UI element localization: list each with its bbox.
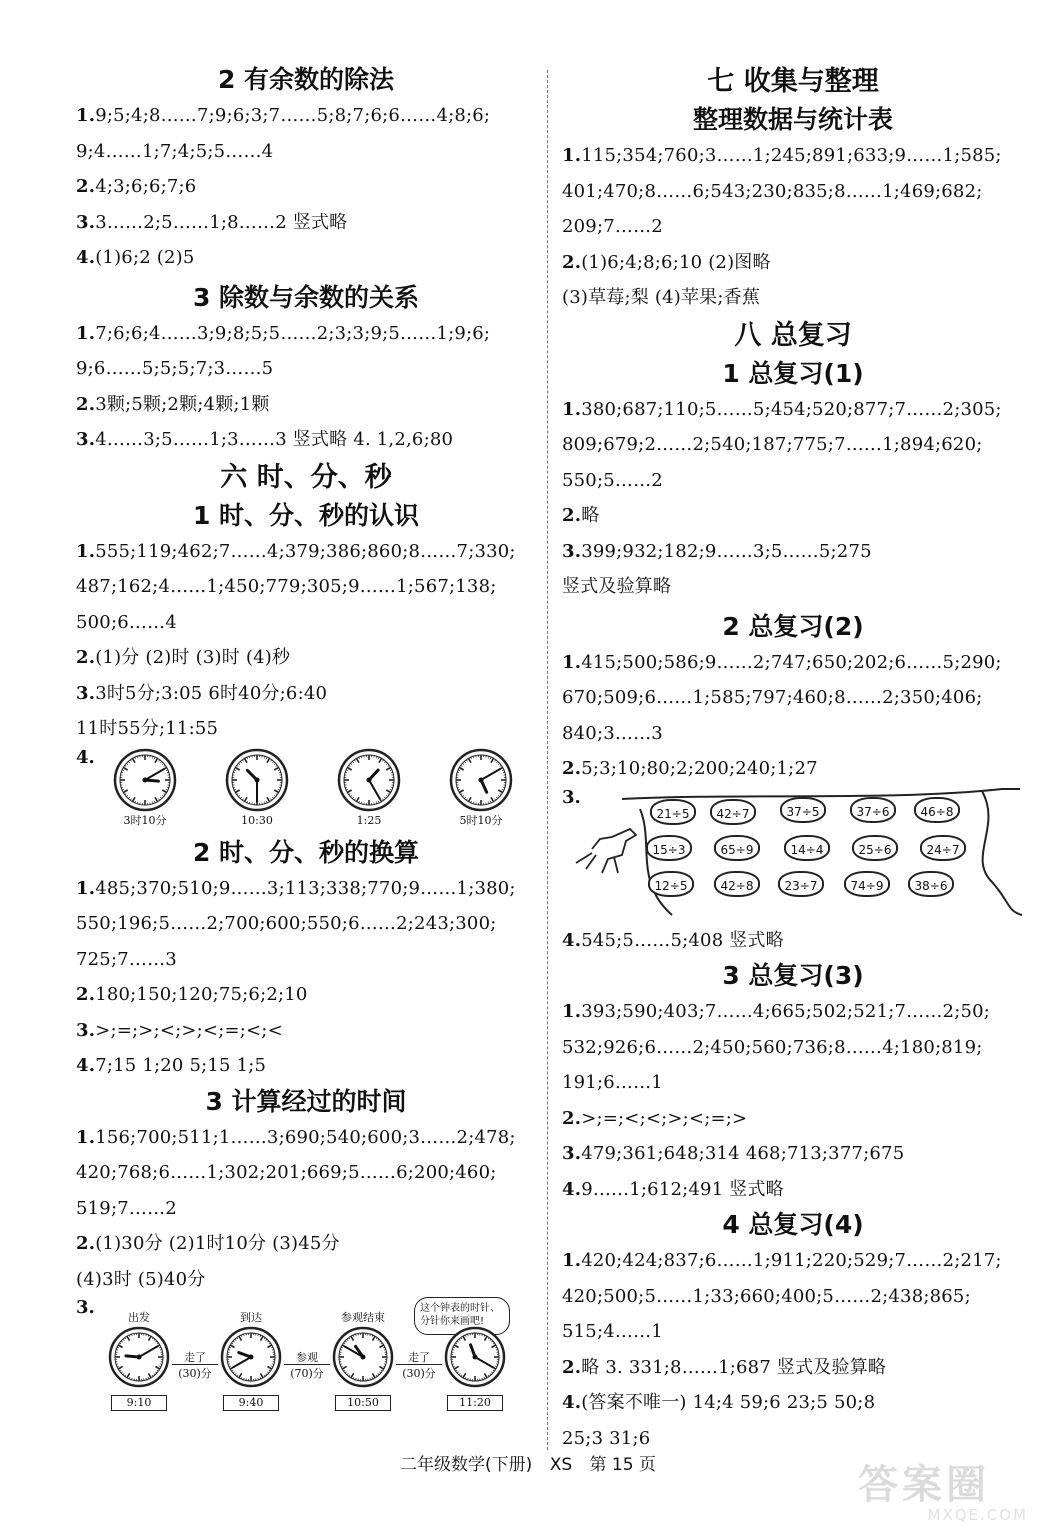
- answer-block: [562, 994, 1024, 1207]
- answer-line: [76, 676, 536, 712]
- section-title: 2 时、分、秒的换算: [192, 837, 420, 867]
- chapter-title: 六 时、分、秒: [220, 461, 392, 493]
- route-arrow: [284, 1351, 330, 1380]
- answer-text: (1)30分 (2)1时10分 (3)45分: [95, 1233, 340, 1254]
- clock-icon: [107, 1325, 171, 1389]
- time-box: 9:40: [223, 1395, 279, 1411]
- clock-row: [76, 747, 536, 835]
- answer-line: [76, 1048, 536, 1084]
- answer-line: [76, 871, 536, 907]
- answer-text: 7;6;6;4……3;9;8;5;5……2;3;3;9;5……1;9;6;: [95, 322, 491, 344]
- stone-label: 21÷5: [650, 799, 696, 825]
- answer-block: [76, 316, 536, 458]
- answer-text: (4)3时 (5)40分: [76, 1268, 206, 1290]
- section-title: 1 总复习(1): [722, 358, 864, 388]
- answer-text: 519;7……2: [76, 1197, 177, 1219]
- answer-text: (1)6;4;8;6;10 (2)图略: [581, 251, 771, 273]
- answer-text: 5;3;10;80;2;200;240;1;27: [581, 758, 818, 779]
- answer-line: [76, 134, 536, 170]
- stone-label: 42÷7: [710, 799, 756, 825]
- answer-block: [562, 923, 1024, 959]
- answer-text: 9;5;4;8……7;9;6;3;7……5;8;7;6;6……4;8;6;: [95, 105, 491, 126]
- arrow-top-label: 走了: [172, 1351, 218, 1365]
- answer-line: [562, 1243, 1024, 1279]
- route-step: [440, 1311, 510, 1411]
- question-number: 4.: [76, 746, 95, 768]
- route-step: [104, 1311, 174, 1411]
- answer-text: 4……3;5……1;3……3 竖式略 4. 1,2,6;80: [95, 429, 454, 450]
- question-number: 3.: [562, 1143, 582, 1164]
- answer-line: [562, 1136, 1024, 1172]
- chapter-title: 八 总复习: [734, 319, 852, 351]
- answer-text: 191;6……1: [562, 1072, 663, 1093]
- answer-line: [562, 427, 1024, 463]
- answer-line: [562, 1385, 1024, 1421]
- answer-text: (1)分 (2)时 (3)时 (4)秒: [95, 647, 291, 668]
- right-column: [562, 62, 1024, 1456]
- question-number: 2.: [76, 393, 96, 415]
- question-number: 1.: [562, 145, 582, 166]
- question-number: 2.: [562, 758, 582, 779]
- answer-line: [562, 1172, 1024, 1208]
- question-number: 2.: [76, 1233, 96, 1254]
- answer-line: [76, 977, 536, 1013]
- answer-line: [76, 605, 536, 641]
- answer-text: >;=;>;<;>;<;=;<;<: [95, 1019, 283, 1041]
- question-number: 3.: [76, 1019, 96, 1041]
- answer-line: [562, 209, 1024, 245]
- answer-line: [562, 994, 1024, 1030]
- answer-text: 7;15 1;20 5;15 1;5: [95, 1055, 267, 1076]
- question-number: 1.: [76, 540, 96, 562]
- answer-line: [562, 645, 1024, 681]
- stone-label: 24÷7: [920, 835, 966, 861]
- question-number: 1.: [562, 651, 582, 673]
- answer-text: 420;768;6……1;302;201;669;5……6;200;460;: [76, 1162, 497, 1183]
- question-number: 2.: [76, 647, 96, 668]
- answer-line: [562, 1101, 1024, 1137]
- answer-block: [562, 392, 1024, 605]
- answer-text: 4;3;6;6;7;6: [95, 176, 197, 197]
- clock-caption: 10:30: [241, 813, 273, 827]
- clock-item: [442, 747, 520, 828]
- answer-text: >;=;<;<;>;<;=;>: [581, 1107, 748, 1129]
- answer-line: [562, 498, 1024, 534]
- answer-line: [562, 716, 1024, 752]
- answer-line: [76, 1262, 536, 1298]
- watermark: [858, 1464, 1028, 1526]
- stone-label: 25÷6: [852, 835, 898, 861]
- section-title: 4 总复习(4): [722, 1210, 864, 1239]
- question-number: 1.: [76, 1126, 96, 1148]
- question-number: 3.: [562, 540, 582, 562]
- answer-line: [562, 923, 1024, 959]
- answer-line: [562, 1350, 1024, 1386]
- answer-text: 9;6……5;5;5;7;3……5: [76, 358, 274, 379]
- question-number: 1.: [76, 322, 96, 344]
- question-number: 1.: [76, 105, 96, 126]
- clock-caption: 1:25: [356, 813, 382, 827]
- time-box: 9:10: [111, 1395, 167, 1411]
- answer-text: 487;162;4……1;450;779;305;9……1;567;138;: [76, 576, 497, 597]
- section-title: 1 时、分、秒的认识: [192, 500, 420, 530]
- answer-line: [562, 174, 1024, 210]
- answer-text: 532;926;6……2;450;560;736;8……4;180;819;: [562, 1036, 983, 1058]
- arrow-top-label: 参观: [284, 1351, 330, 1365]
- stone-label: 37÷5: [780, 797, 826, 823]
- section-title: 3 计算经过的时间: [205, 1086, 407, 1116]
- answer-line: [562, 680, 1024, 716]
- answer-line: [76, 240, 536, 276]
- stone-label: 46÷8: [914, 797, 960, 823]
- answer-line: [562, 1065, 1024, 1101]
- column-divider: [547, 70, 548, 1450]
- answer-text: 竖式及验算略: [562, 576, 672, 597]
- answer-text: 545;5……5;408 竖式略: [581, 929, 784, 951]
- answer-text: 156;700;511;1……3;690;540;600;3……2;478;: [95, 1126, 516, 1148]
- stone-label: 12÷5: [648, 871, 694, 897]
- clock-icon: [336, 747, 402, 813]
- answer-text: (答案不唯一) 14;4 59;6 23;5 50;8: [581, 1392, 876, 1413]
- arrow-bottom-label: (30)分: [402, 1367, 436, 1380]
- answer-text: (3)草莓;梨 (4)苹果;香蕉: [562, 287, 761, 308]
- question-number: 1.: [562, 1250, 582, 1271]
- stepping-stones-figure: [562, 787, 1024, 923]
- watermark-logo: 答案圈: [858, 1462, 990, 1508]
- answer-block: [76, 1120, 536, 1298]
- answer-text: 略: [581, 505, 600, 526]
- section-title: 3 除数与余数的关系: [192, 282, 420, 312]
- answer-text: 3……2;5……1;8……2 竖式略: [95, 211, 348, 233]
- step-label: 参观结束: [341, 1311, 385, 1324]
- question-number: 1.: [76, 877, 96, 899]
- answer-line: [562, 280, 1024, 316]
- answer-block: [562, 1243, 1024, 1456]
- answer-text: 420;500;5……1;33;660;400;5……2;438;865;: [562, 1285, 971, 1307]
- question-number: 3.: [76, 429, 96, 450]
- answer-line: [76, 640, 536, 676]
- answer-text: 670;509;6……1;585;797;460;8……2;350;406;: [562, 687, 983, 708]
- speech-bubble: 这个钟表的时针、分针你来画吧!: [414, 1297, 510, 1335]
- clock-icon: [112, 747, 178, 813]
- left-column: [76, 62, 536, 1427]
- question-number: 3.: [562, 786, 581, 808]
- stone-label: 14÷4: [784, 835, 830, 861]
- answer-line: [562, 534, 1024, 570]
- arrow-bottom-label: (30)分: [178, 1367, 212, 1380]
- answer-text: 3时5分;3:05 6时40分;6:40: [95, 682, 328, 704]
- answer-line: [76, 422, 536, 458]
- answer-text: (1)6;2 (2)5: [95, 247, 195, 268]
- answer-line: [76, 316, 536, 352]
- answer-block: [76, 534, 536, 747]
- answer-block: [562, 645, 1024, 787]
- arrow-top-label: 走了: [396, 1351, 442, 1365]
- clock-icon: [443, 1325, 507, 1389]
- answer-line: [562, 751, 1024, 787]
- answer-line: [76, 387, 536, 423]
- answer-block: [76, 871, 536, 1084]
- page-number: 第 15 页: [589, 1455, 656, 1475]
- route-step: [328, 1311, 398, 1411]
- answer-line: [76, 1226, 536, 1262]
- route-arrow: [172, 1351, 218, 1380]
- section-title: 2 总复习(2): [722, 611, 864, 641]
- answer-text: 500;6……4: [76, 611, 177, 633]
- answer-text: 115;354;760;3……1;245;891;633;9……1;585;: [581, 145, 1002, 166]
- answer-text: 485;370;510;9……3;113;338;770;9……1;380;: [95, 877, 516, 899]
- answer-text: 209;7……2: [562, 216, 663, 237]
- step-label: [440, 1311, 510, 1325]
- answer-text: 840;3……3: [562, 722, 663, 744]
- clock-icon: [331, 1325, 395, 1389]
- answer-line: [562, 569, 1024, 605]
- clock-item: [330, 747, 408, 828]
- clock-item: [106, 747, 184, 828]
- question-number: 4.: [76, 247, 96, 268]
- answer-text: 9……1;612;491 竖式略: [581, 1178, 784, 1200]
- stone-label: 74÷9: [844, 871, 890, 897]
- answer-text: 550;5……2: [562, 469, 663, 491]
- answer-line: [562, 1279, 1024, 1315]
- question-number: 3.: [76, 1297, 95, 1318]
- answer-line: [76, 906, 536, 942]
- answer-line: [76, 1191, 536, 1227]
- arrow-bottom-label: (70)分: [290, 1367, 324, 1380]
- question-number: 2.: [76, 984, 96, 1005]
- answer-text: 399;932;182;9……3;5……5;275: [581, 540, 872, 562]
- stone-label: 38÷6: [908, 871, 954, 897]
- step-label: 到达: [240, 1311, 262, 1324]
- answer-block: [562, 138, 1024, 316]
- clock-caption: 3时10分: [123, 813, 167, 827]
- answer-line: [76, 1013, 536, 1049]
- question-number: 3.: [76, 682, 96, 704]
- section-title: 2 有余数的除法: [217, 65, 395, 94]
- stone-label: 15÷3: [646, 835, 692, 861]
- answer-text: 725;7……3: [76, 948, 177, 970]
- question-number: 2.: [562, 1356, 582, 1378]
- horse-icon: [576, 829, 636, 873]
- stone-label: 42÷8: [714, 871, 760, 897]
- answer-line: [76, 205, 536, 241]
- chapter-title: 七 收集与整理: [707, 66, 879, 97]
- edition-code: XS: [549, 1455, 573, 1475]
- route-diagram: [104, 1303, 544, 1423]
- answer-line: [562, 463, 1024, 499]
- answer-line: [76, 942, 536, 978]
- question-number: 2.: [76, 176, 96, 197]
- clock-icon: [219, 1325, 283, 1389]
- answer-line: [562, 392, 1024, 428]
- question-number: 2.: [562, 505, 582, 526]
- answer-text: 380;687;110;5……5;454;520;877;7……2;305;: [581, 398, 1002, 420]
- clock-question: [76, 747, 536, 835]
- answer-line: [562, 1314, 1024, 1350]
- question-number: 4.: [562, 1178, 582, 1200]
- answer-line: [76, 534, 536, 570]
- answer-line: [562, 1030, 1024, 1066]
- question-number: 1.: [562, 398, 582, 420]
- answer-text: 180;150;120;75;6;2;10: [95, 984, 308, 1005]
- section-title: 3 总复习(3): [722, 961, 864, 990]
- question-number: 4.: [562, 929, 582, 951]
- answer-text: 略 3. 331;8……1;687 竖式及验算略: [581, 1356, 887, 1378]
- route-step: [216, 1311, 286, 1411]
- answer-line: [562, 138, 1024, 174]
- route-question: [76, 1297, 536, 1427]
- clock-item: [218, 747, 296, 828]
- time-box: 10:50: [335, 1395, 391, 1411]
- answer-text: 25;3 31;6: [562, 1427, 651, 1449]
- answer-line: [76, 711, 536, 747]
- question-number: 2.: [562, 1107, 582, 1129]
- answer-line: [76, 1120, 536, 1156]
- answer-line: [76, 569, 536, 605]
- answer-text: 809;679;2……2;540;187;775;7……1;894;620;: [562, 434, 983, 455]
- route-arrow: [396, 1351, 442, 1380]
- answer-line: [76, 169, 536, 205]
- stone-label: 23÷7: [778, 871, 824, 897]
- book-title: 二年级数学(下册): [400, 1455, 533, 1475]
- answer-text: 11时55分;11:55: [76, 718, 219, 739]
- clock-icon: [448, 747, 514, 813]
- step-label: 出发: [128, 1311, 150, 1324]
- watermark-url: MXQE.COM: [927, 1506, 1028, 1524]
- answer-text: 393;590;403;7……4;665;502;521;7……2;50;: [581, 1001, 991, 1022]
- answer-text: 420;424;837;6……1;911;220;529;7……2;217;: [581, 1250, 1002, 1271]
- answer-text: 550;196;5……2;700;600;550;6……2;243;300;: [76, 913, 497, 934]
- answer-text: 479;361;648;314 468;713;377;675: [581, 1143, 905, 1164]
- question-number: 4.: [76, 1055, 96, 1076]
- answer-line: [76, 351, 536, 387]
- answer-text: 555;119;462;7……4;379;386;860;8……7;330;: [95, 540, 516, 562]
- stone-label: 37÷6: [850, 797, 896, 823]
- answer-text: 415;500;586;9……2;747;650;202;6……5;290;: [581, 651, 1002, 673]
- answer-text: 9;4……1;7;4;5;5……4: [76, 140, 274, 162]
- clock-caption: 5时10分: [459, 813, 503, 827]
- question-number: 1.: [562, 1001, 582, 1022]
- question-number: 3.: [76, 211, 96, 233]
- answer-block: [76, 98, 536, 276]
- answer-line: [562, 245, 1024, 281]
- section-title: 整理数据与统计表: [692, 105, 893, 134]
- stone-label: 65÷9: [714, 835, 760, 861]
- answer-line: [76, 98, 536, 134]
- time-box: 11:20: [447, 1395, 503, 1411]
- answer-line: [76, 1155, 536, 1191]
- answer-text: 515;4……1: [562, 1321, 663, 1342]
- answer-text: 401;470;8……6;543;230;835;8……1;469;682;: [562, 180, 983, 202]
- question-number: 4.: [562, 1392, 582, 1413]
- clock-icon: [224, 747, 290, 813]
- question-number: 2.: [562, 251, 582, 273]
- answer-text: 3颗;5颗;2颗;4颗;1颗: [95, 393, 270, 415]
